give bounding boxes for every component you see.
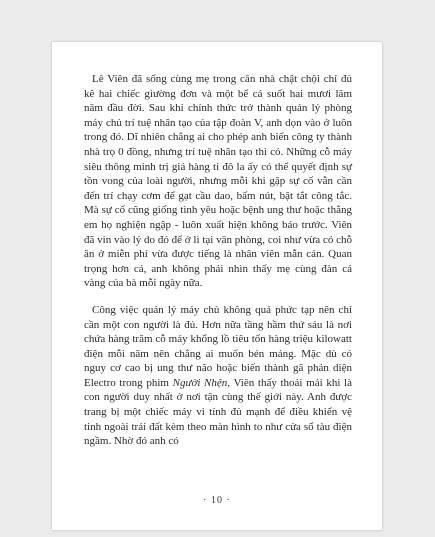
body-text bbox=[84, 72, 352, 449]
book-page bbox=[52, 42, 382, 530]
paragraph-2-text-part-1: Công việc quản lý máy chủ không quá phức tạp nên chỉ cần một con người là đủ. Hơn nữa tầng hầm thứ sáu là nơi chứa hàng trăm cỗ máy khổng lồ tiêu tốn hàng triệu kilowatt điện mỗi năm nên chẳng ai muốn bén mảng. Mặc dù có nguy cơ cao bị ung thư não hoặc biến thành gã phản diện Electro trong phim bbox=[84, 303, 352, 389]
page-number: · 10 · bbox=[203, 495, 231, 506]
paragraph-2 bbox=[84, 303, 352, 449]
paragraph-1-text: Lê Viên đã sống cùng mẹ trong căn nhà chật chội chỉ đủ kê hai chiếc giường đơn và một bể cá suốt hai mươi lăm năm đầu đời. Sau khi chính thức trở thành quản lý phòng máy chủ trí tuệ nhân tạo của tập đoàn V, anh dọn vào ở luôn trong đó. Dĩ nhiên chẳng ai cho phép anh biến công ty thành nhà trọ 0 đồng, nhưng trí tuệ nhân tạo thì có. Những cỗ máy siêu thông minh trị giá hàng tỉ đô la ấy có thể quyết định sự tồn vong của loài người, nhưng mỗi khi gặp sự cố vẫn cần đến trí chạy cơm để gạt cầu dao, bấm nút, bật tắt công tắc. Mà sự cố cũng giống tình yêu hoặc bệnh ung thư hoặc thằng em họ nghiện ngập - luôn xuất hiện không báo trước. Viên đã vin vào lý do đó để ở lì tại văn phòng, coi như vừa có chỗ ăn ở miễn phí vừa được tiếng là nhân viên mẫn cán. Quan trọng hơn cả, anh không phải nhìn thấy mẹ cùng đàn cá vàng của bà mỗi ngày nữa. bbox=[84, 73, 352, 290]
paragraph-2-text-part-2: , Viên thấy thoải mái khi là con người duy nhất ở nơi tận cùng thế giới này. Anh được trang bị một chiếc máy vi tính đủ mạnh để điều khiển vệ tinh ngoài trái đất kèm theo màn hình to như cửa sổ tàu điện ngầm. Nhờ đó anh có bbox=[84, 376, 352, 448]
movie-title: Người Nhện bbox=[172, 376, 228, 389]
paragraph-1 bbox=[84, 72, 352, 291]
